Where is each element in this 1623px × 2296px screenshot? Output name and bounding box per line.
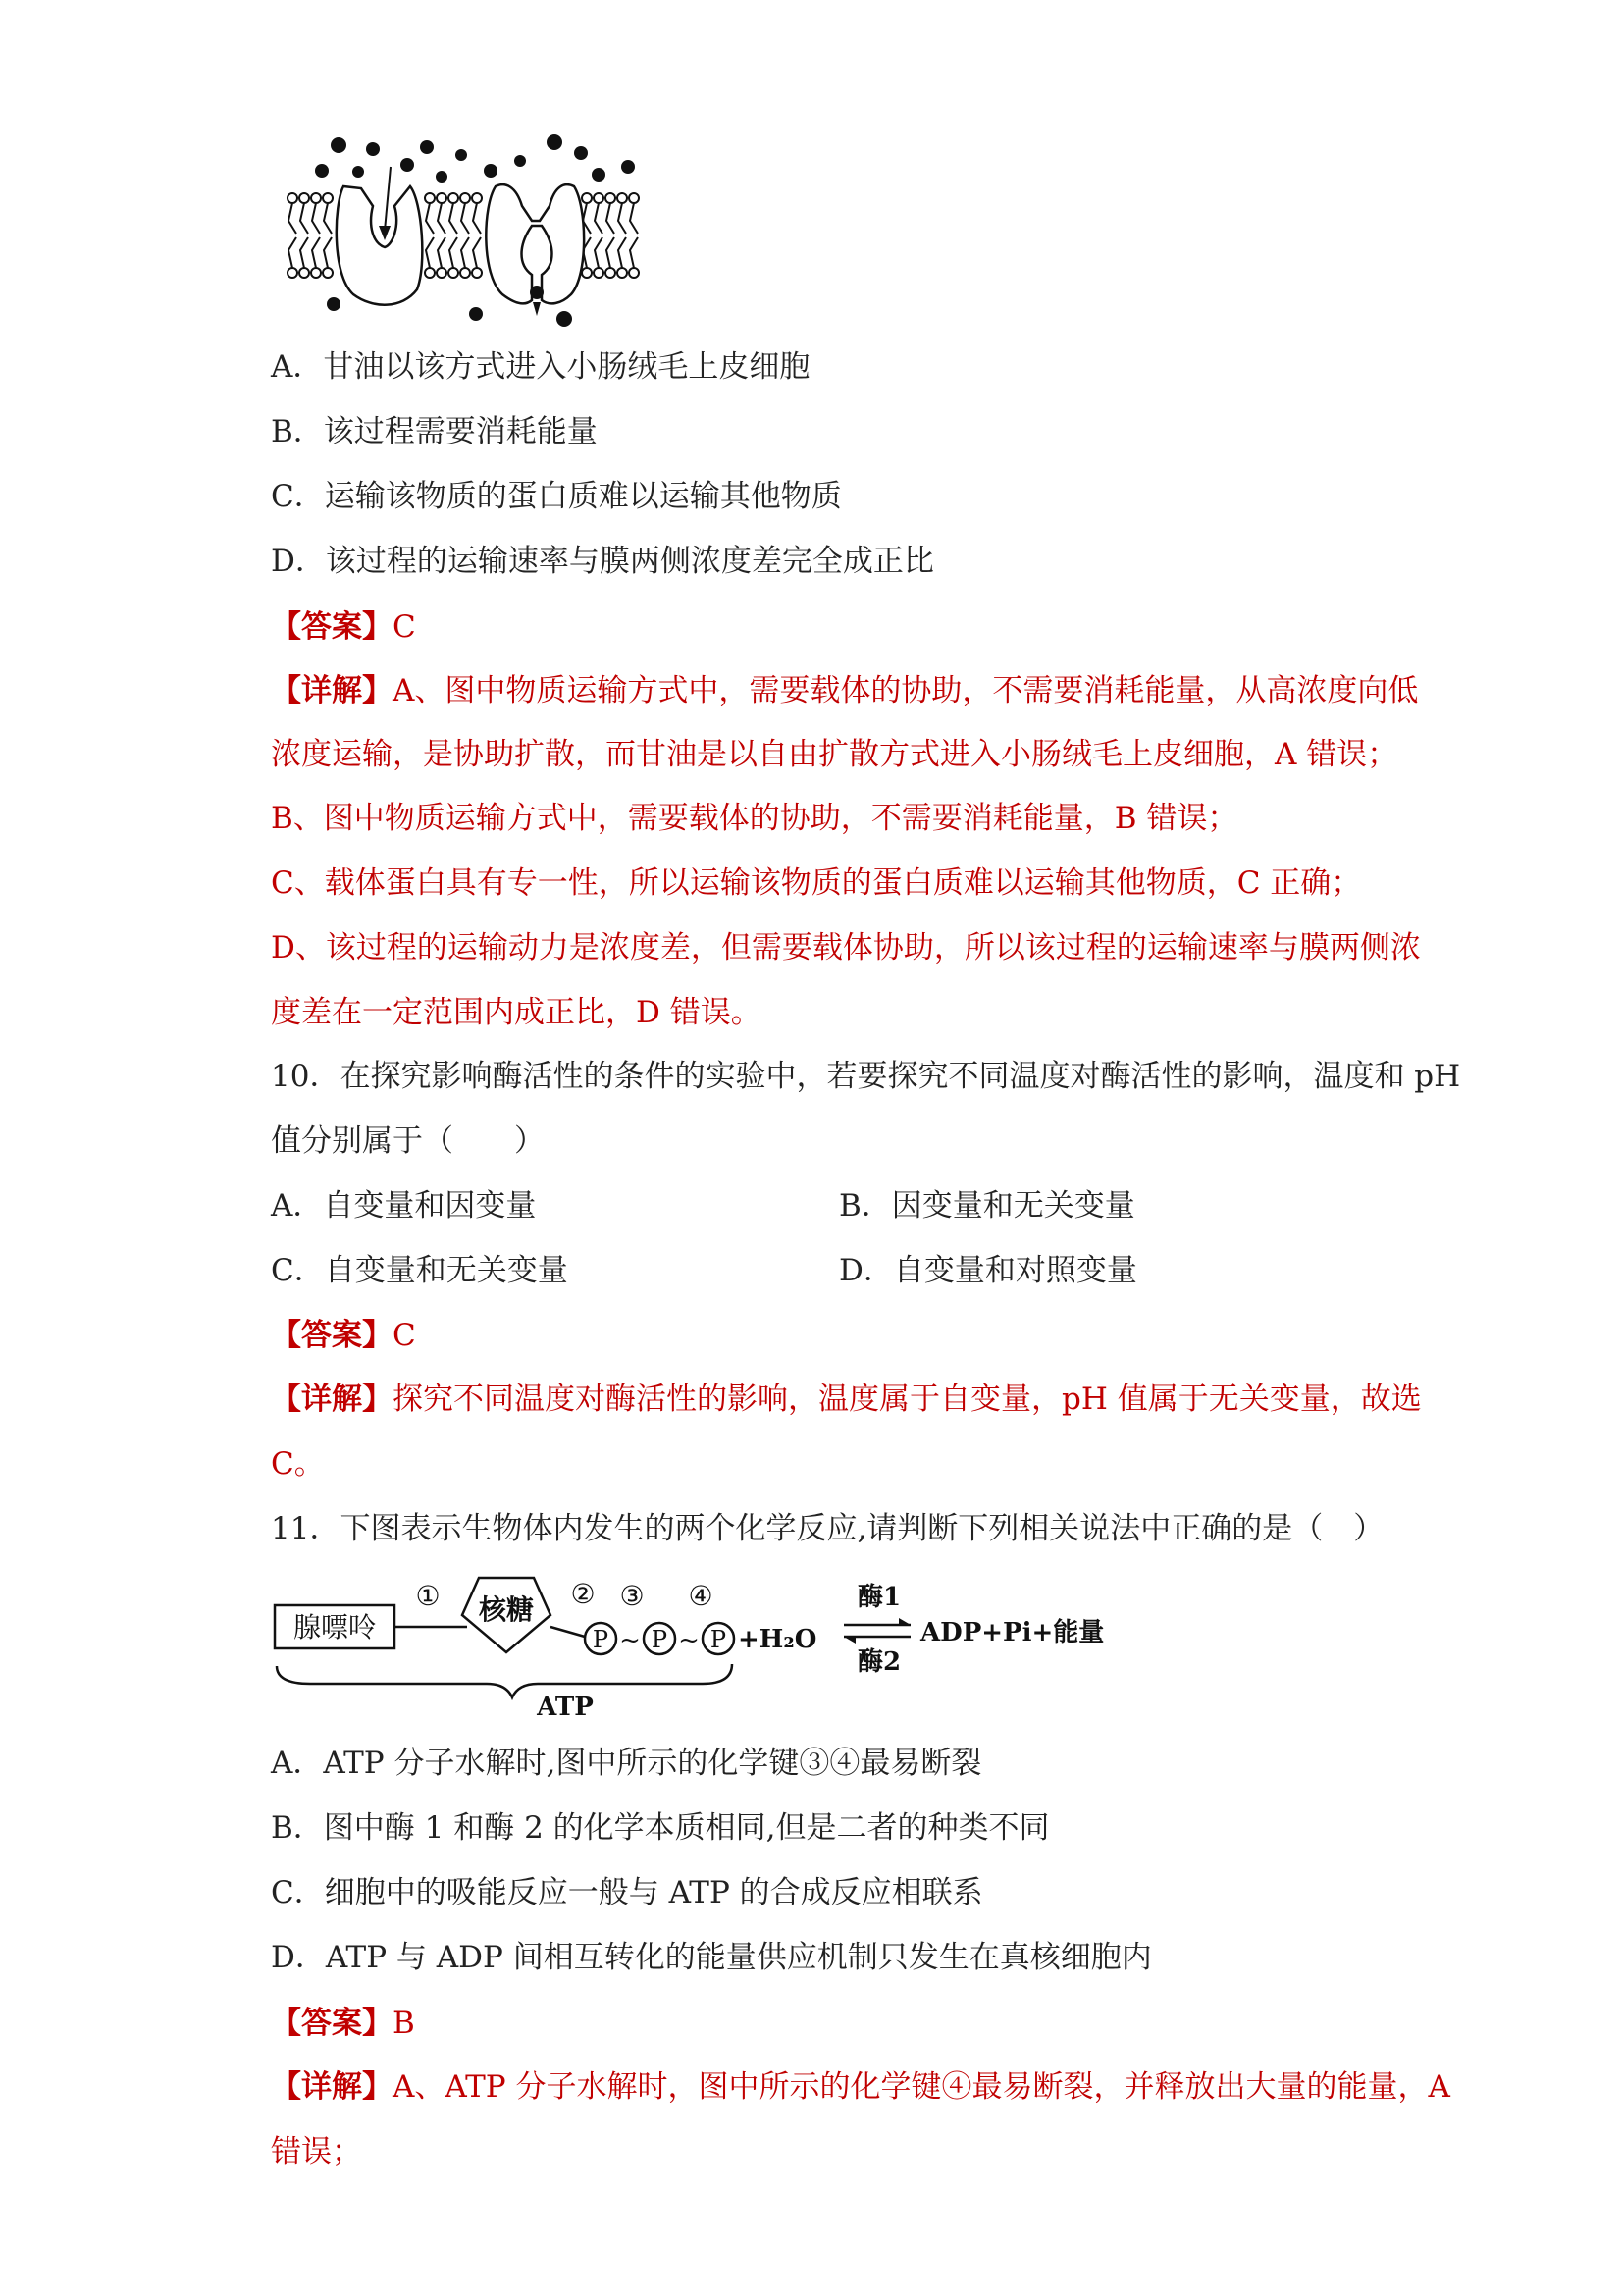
bond-1-label: ① [415, 1580, 441, 1612]
membrane-transport-diagram [275, 128, 667, 334]
q11-answer [271, 2002, 415, 2045]
q10-stem-line-2: 值分别属于（ ） [271, 1123, 545, 1159]
q10-option-a: A．自变量和因变量 [271, 1188, 537, 1224]
q9-detail-line-2: 浓度运输，是协助扩散，而甘油是以自由扩散方式进入小肠绒毛上皮细胞，A 错误； [271, 737, 1398, 772]
products-label: ADP+Pi+能量 [920, 1618, 1105, 1647]
answer-tag: 【答案】 [271, 1318, 393, 1353]
tilde-2: ~ [678, 1626, 700, 1655]
q10-option-c: C．自变量和无关变量 [271, 1253, 568, 1288]
q11-option-d: D．ATP 与 ADP 间相互转化的能量供应机制只发生在真核细胞内 [271, 1940, 1152, 1975]
atp-brace [277, 1664, 732, 1697]
svg-text:P: P [709, 1626, 727, 1653]
q10-option-b: B．因变量和无关变量 [839, 1188, 1135, 1224]
q10-detail-line-1 [271, 1378, 1422, 1421]
q9-detail-line-4: C、载体蛋白具有专一性，所以运输该物质的蛋白质难以运输其他物质，C 正确； [271, 865, 1362, 901]
detail-text: A、ATP 分子水解时，图中所示的化学键④最易断裂，并释放出大量的能量，A [393, 2069, 1450, 2105]
enzyme-1-label: 酶1 [857, 1583, 902, 1612]
q9-option-d: D．该过程的运输速率与膜两侧浓度差完全成正比 [271, 544, 934, 579]
q11-option-c: C．细胞中的吸能反应一般与 ATP 的合成反应相联系 [271, 1875, 983, 1910]
answer-tag: 【答案】 [271, 2006, 393, 2041]
q9-detail-line-6: 度差在一定范围内成正比，D 错误。 [271, 995, 761, 1030]
answer-value: C [393, 1318, 416, 1353]
detail-text: A、图中物质运输方式中，需要载体的协助，不需要消耗能量，从高浓度向低 [393, 673, 1419, 708]
answer-tag: 【答案】 [271, 609, 393, 645]
detail-tag: 【详解】 [271, 1382, 393, 1417]
bond-2-label: ② [570, 1578, 596, 1610]
adenine-label: 腺嘌呤 [292, 1611, 377, 1644]
q10-answer [271, 1314, 416, 1357]
bond-3-label: ③ [619, 1580, 645, 1612]
water-label: +H₂O [738, 1625, 817, 1654]
q9-option-a: A．甘油以该方式进入小肠绒毛上皮细胞 [271, 349, 811, 385]
q9-detail-line-5: D、该过程的运输动力是浓度差，但需要载体协助，所以该过程的运输速率与膜两侧浓 [271, 930, 1421, 965]
q10-option-d: D．自变量和对照变量 [839, 1253, 1137, 1288]
q11-stem: 11．下图表示生物体内发生的两个化学反应,请判断下列相关说法中正确的是（ ） [271, 1511, 1385, 1546]
svg-text:P: P [651, 1626, 668, 1653]
enzyme-2-label: 酶2 [857, 1647, 902, 1677]
answer-value: C [393, 609, 416, 645]
bond-4-label: ④ [688, 1580, 713, 1612]
atp-diagram [271, 1568, 1134, 1725]
detail-text: 探究不同温度对酶活性的影响，温度属于自变量，pH 值属于无关变量，故选 [393, 1382, 1422, 1417]
tilde-1: ~ [619, 1626, 641, 1655]
q9-option-b: B．该过程需要消耗能量 [271, 414, 598, 449]
q11-detail-line-1 [271, 2065, 1450, 2109]
atp-label: ATP [537, 1693, 594, 1722]
q9-option-c: C．运输该物质的蛋白质难以运输其他物质 [271, 479, 842, 514]
svg-text:P: P [592, 1626, 609, 1653]
q9-detail-line-1 [271, 669, 1418, 712]
q10-detail-line-2: C。 [271, 1446, 325, 1482]
detail-tag: 【详解】 [271, 673, 393, 708]
q11-option-b: B．图中酶 1 和酶 2 的化学本质相同,但是二者的种类不同 [271, 1810, 1050, 1846]
answer-value: B [393, 2006, 415, 2041]
q9-detail-line-3: B、图中物质运输方式中，需要载体的协助，不需要消耗能量，B 错误； [271, 801, 1238, 836]
ribose-label: 核糖 [478, 1593, 535, 1626]
q9-answer [271, 605, 416, 649]
q11-detail-line-2: 错误； [271, 2134, 362, 2169]
q10-stem-line-1: 10．在探究影响酶活性的条件的实验中，若要探究不同温度对酶活性的影响，温度和 pH [271, 1059, 1461, 1094]
q11-option-a: A．ATP 分子水解时,图中所示的化学键③④最易断裂 [271, 1746, 982, 1781]
detail-tag: 【详解】 [271, 2069, 393, 2105]
